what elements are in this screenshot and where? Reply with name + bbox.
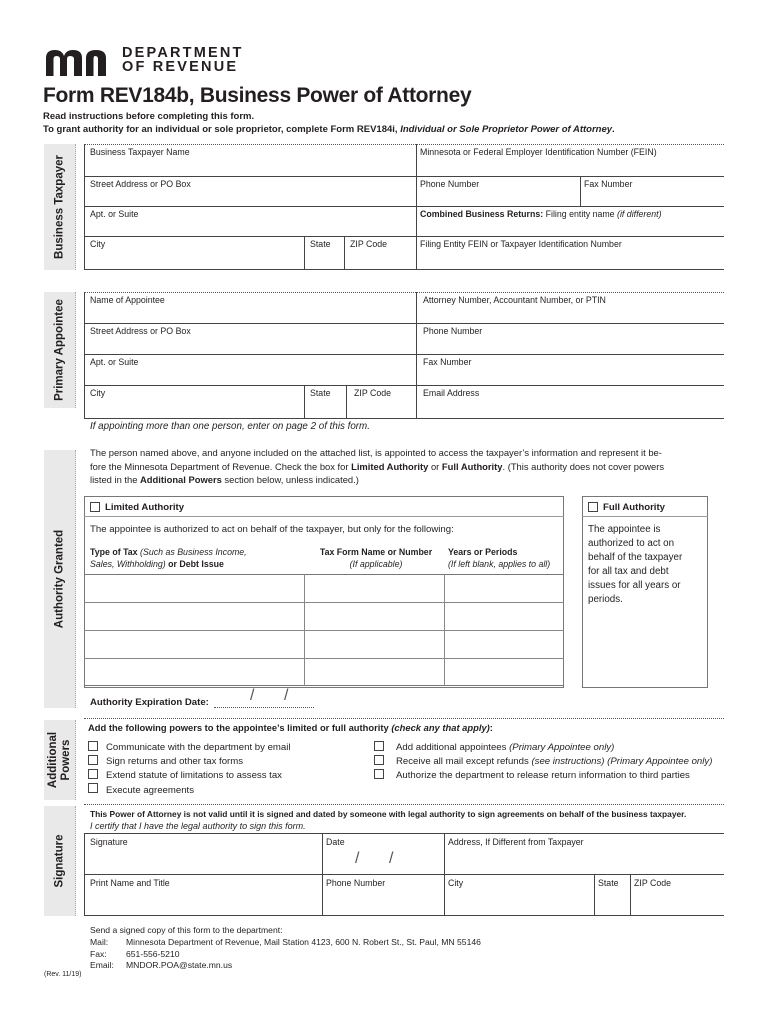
date-separator: / <box>250 687 255 704</box>
signature-section-label: Signature <box>53 834 65 888</box>
taxpayer-state-field[interactable]: State <box>310 239 331 249</box>
intro-text: . (This authority does not cover powers <box>502 460 665 472</box>
limited-row-2-years-cell[interactable] <box>446 604 562 629</box>
instr-suffix: . <box>612 123 615 135</box>
heading-end: : <box>489 722 493 733</box>
instr-prefix: To grant authority for an individual or sole proprietor, complete Form REV184i, <box>43 123 401 135</box>
additional-powers-section-tab <box>44 720 76 800</box>
signature-section-tab <box>44 806 76 916</box>
appointee-zip-field[interactable]: ZIP Code <box>354 388 392 398</box>
limited-row-2-tax-cell[interactable] <box>86 604 303 629</box>
power-release-info-checkbox[interactable] <box>374 769 384 779</box>
combined-returns-italic: (if different) <box>617 209 662 219</box>
appointee-email-field[interactable]: Email Address <box>423 388 480 398</box>
rule <box>84 915 724 916</box>
rule <box>84 804 724 805</box>
limited-row-3-form-cell[interactable] <box>306 632 443 657</box>
print-name-field[interactable]: Print Name and Title <box>90 878 170 888</box>
rule <box>344 236 345 270</box>
col2-line-2: (If applicable) <box>349 559 403 569</box>
intro-text: fore the Minnesota Department of Revenue. Check the box for <box>90 460 352 472</box>
signer-city-field[interactable]: City <box>448 878 464 888</box>
fax-line <box>90 949 481 961</box>
appointee-state-field[interactable]: State <box>310 388 331 398</box>
power-italic: (see instructions) <box>531 756 605 767</box>
rule <box>84 292 724 293</box>
expiration-date-field[interactable] <box>214 690 314 708</box>
rule <box>84 385 724 386</box>
limited-row-4-tax-cell[interactable] <box>86 660 303 685</box>
authority-granted-section-tab <box>44 450 76 708</box>
col3-line-1: Years or Periods <box>448 547 518 557</box>
full-authority-description <box>588 523 682 607</box>
rule <box>304 385 305 418</box>
limited-row-3-tax-cell[interactable] <box>86 632 303 657</box>
power-receive-mail-label <box>396 756 712 767</box>
fax-label: Fax: <box>90 948 107 959</box>
taxpayer-apt-field[interactable]: Apt. or Suite <box>90 209 139 219</box>
mail-address: Minnesota Department of Revenue, Mail Station 4123, 600 N. Robert St., St. Paul, MN 55146 <box>126 936 481 947</box>
instr-line-2 <box>43 124 615 137</box>
mail-line <box>90 937 481 949</box>
rule <box>630 874 631 915</box>
rule <box>84 269 724 270</box>
full-desc-line: behalf of the taxpayer <box>588 552 683 563</box>
power-extend-statute-label: Extend statute of limitations to assess tax <box>106 770 282 781</box>
rule <box>304 574 305 686</box>
full-desc-line: issues for all years or <box>588 580 681 591</box>
primary-appointee-section-tab <box>44 292 76 408</box>
full-desc-line: periods. <box>588 594 623 605</box>
taxpayer-zip-field[interactable]: ZIP Code <box>350 239 388 249</box>
date-separator: / <box>389 850 394 867</box>
appointee-fax-field[interactable]: Fax Number <box>423 357 472 367</box>
intro-text: section below, unless indicated.) <box>221 474 359 485</box>
rule <box>84 874 724 875</box>
power-release-info-label: Authorize the department to release return information to third parties <box>396 770 690 781</box>
section-label-line: Additional <box>46 731 59 789</box>
col3-line-2: (If left blank, applies to all) <box>448 559 551 569</box>
mail-label: Mail: <box>90 936 109 947</box>
instr-line-1: Read instructions before completing this form. <box>43 111 255 122</box>
full-desc-line: for all tax and debt <box>588 566 669 577</box>
form-title: Form REV184b, Business Power of Attorney <box>43 84 472 107</box>
rule <box>84 144 85 270</box>
col1-bold-2: or Debt Issue <box>165 559 224 569</box>
power-email-checkbox[interactable] <box>88 741 98 751</box>
power-sign-returns-checkbox[interactable] <box>88 755 98 765</box>
rule <box>84 833 85 915</box>
combined-returns-bold: Combined Business Returns: <box>420 209 544 219</box>
taxpayer-phone-field[interactable]: Phone Number <box>420 179 480 189</box>
col1-bold: Type of Tax <box>90 547 141 557</box>
power-add-appointees-label <box>396 742 614 753</box>
limited-row-2-form-cell[interactable] <box>306 604 443 629</box>
intro-bold-powers: Additional Powers <box>140 474 222 485</box>
dept-line-1: DEPARTMENT <box>122 45 244 61</box>
col-years-header <box>448 546 550 570</box>
signer-phone-field[interactable]: Phone Number <box>326 878 386 888</box>
business-taxpayer-section-tab <box>44 144 76 270</box>
limited-authority-checkbox[interactable] <box>90 502 100 512</box>
revision-date: (Rev. 11/19) <box>44 971 82 978</box>
limited-authority-label: Limited Authority <box>105 502 185 513</box>
filing-entity-fein-field[interactable]: Filing Entity FEIN or Taxpayer Identification Number <box>420 239 622 249</box>
signer-address-field[interactable]: Address, If Different from Taxpayer <box>448 837 584 847</box>
additional-powers-section-label <box>47 732 73 788</box>
taxpayer-address-field[interactable]: Street Address or PO Box <box>90 179 191 189</box>
intro-bold-full: Full Authority <box>441 460 503 472</box>
appointee-phone-field[interactable]: Phone Number <box>423 326 483 336</box>
col1-italic-2: Sales, Withholding) <box>90 559 166 569</box>
attorney-number-field[interactable]: Attorney Number, Accountant Number, or PTIN <box>423 295 606 305</box>
fein-field[interactable]: Minnesota or Federal Employer Identification Number (FEIN) <box>420 147 657 157</box>
rule <box>416 144 417 270</box>
authority-granted-section-label: Authority Granted <box>53 529 65 629</box>
power-text: Add additional appointees <box>396 742 510 753</box>
limited-row-1-form-cell[interactable] <box>306 576 443 601</box>
primary-appointee-section-label: Primary Appointee <box>53 299 65 401</box>
heading-bold: Add the following powers to the appointee’s limited or full authority <box>88 722 392 733</box>
intro-bold-limited: Limited Authority <box>351 460 429 472</box>
authority-intro-line-1: The person named above, and anyone included on the attached list, is appointed to access the taxpayer’s information and represent it be- <box>90 447 662 458</box>
signature-warning: This Power of Attorney is not valid until it is signed and dated by someone with legal authority to sign agreements on behalf of the business taxpayer. <box>90 809 687 819</box>
authority-intro <box>90 446 730 487</box>
rule <box>84 292 85 418</box>
fax-number: 651-556-5210 <box>126 948 180 959</box>
mailing-instructions <box>90 925 481 972</box>
more-appointees-note: If appointing more than one person, enter on page 2 of this form. <box>90 421 370 432</box>
power-sign-returns-label: Sign returns and other tax forms <box>106 756 244 767</box>
rule <box>84 833 724 834</box>
signer-state-field[interactable]: State <box>598 878 619 888</box>
signature-date-field[interactable]: Date <box>326 837 345 847</box>
signer-zip-field[interactable]: ZIP Code <box>634 878 672 888</box>
power-execute-agreements-checkbox[interactable] <box>88 783 98 793</box>
business-taxpayer-section-label: Business Taxpayer <box>53 155 65 259</box>
signature-certify: I certify that I have the legal authority to sign this form. <box>90 821 306 831</box>
rule <box>84 630 564 631</box>
rule <box>322 833 323 915</box>
full-desc-line: The appointee is <box>588 524 661 535</box>
send-line: Send a signed copy of this form to the department: <box>90 925 283 935</box>
rule <box>580 176 581 206</box>
rule <box>84 144 724 145</box>
authority-intro-line-2 <box>90 460 730 474</box>
limited-row-3-years-cell[interactable] <box>446 632 562 657</box>
date-separator: / <box>355 850 360 867</box>
rule <box>444 574 445 686</box>
rule <box>84 236 724 237</box>
power-extend-statute-checkbox[interactable] <box>88 769 98 779</box>
rule <box>304 236 305 270</box>
full-authority-checkbox[interactable] <box>588 502 598 512</box>
full-authority-label: Full Authority <box>603 502 665 513</box>
limited-row-1-years-cell[interactable] <box>446 576 562 601</box>
date-separator: / <box>284 687 289 704</box>
expiration-date-label: Authority Expiration Date: <box>90 697 209 708</box>
rule <box>416 292 417 418</box>
power-receive-mail-checkbox[interactable] <box>374 755 384 765</box>
heading-italic: (check any that apply) <box>391 722 490 733</box>
col1-line-2 <box>90 558 247 570</box>
power-add-appointees-checkbox[interactable] <box>374 741 384 751</box>
rule <box>84 418 724 419</box>
business-taxpayer-name-field[interactable]: Business Taxpayer Name <box>90 147 190 157</box>
power-italic: (Primary Appointee only) <box>509 742 615 753</box>
limited-row-4-years-cell[interactable] <box>446 660 562 685</box>
appointee-address-field[interactable]: Street Address or PO Box <box>90 326 191 336</box>
limited-row-4-form-cell[interactable] <box>306 660 443 685</box>
additional-powers-heading <box>88 722 493 733</box>
col1-line-1 <box>90 546 247 558</box>
rule <box>582 516 708 517</box>
rule <box>84 176 724 177</box>
col-type-of-tax-header <box>90 546 247 570</box>
col1-italic: (Such as Business Income, <box>140 547 247 557</box>
department-name <box>122 46 244 74</box>
appointee-name-field[interactable]: Name of Appointee <box>90 295 165 305</box>
col2-line-1: Tax Form Name or Number <box>319 547 433 557</box>
taxpayer-city-field[interactable]: City <box>90 239 106 249</box>
rule <box>84 602 564 603</box>
power-email-label: Communicate with the department by email <box>106 742 291 753</box>
power-italic: (Primary Appointee only) <box>604 756 713 767</box>
dept-line-2: OF REVENUE <box>122 59 239 75</box>
combined-returns-text: Filing entity name <box>543 209 618 219</box>
email-address: MNDOR.POA@state.mn.us <box>126 960 233 971</box>
power-execute-agreements-label: Execute agreements <box>106 785 194 796</box>
instructions <box>43 111 615 136</box>
rule <box>84 516 564 517</box>
rule <box>346 385 347 418</box>
intro-text: listed in the <box>90 474 141 485</box>
rule <box>84 354 724 355</box>
taxpayer-fax-field[interactable]: Fax Number <box>584 179 633 189</box>
limited-row-1-tax-cell[interactable] <box>86 576 303 601</box>
limited-authority-description: The appointee is authorized to act on behalf of the taxpayer, but only for the following: <box>90 524 454 535</box>
email-label: Email: <box>90 960 114 971</box>
intro-text: or <box>428 460 442 472</box>
rule <box>84 206 724 207</box>
authority-intro-line-3 <box>90 473 730 487</box>
instr-form-link: Individual or Sole Proprietor Power of Attorney <box>400 123 613 135</box>
email-line <box>90 960 481 972</box>
rule <box>594 874 595 915</box>
appointee-city-field[interactable]: City <box>90 388 106 398</box>
section-label-line: Powers <box>59 739 72 781</box>
signature-field[interactable]: Signature <box>90 837 128 847</box>
rule <box>84 323 724 324</box>
mn-logo <box>44 48 116 76</box>
col-tax-form-header <box>306 546 446 570</box>
appointee-apt-field[interactable]: Apt. or Suite <box>90 357 139 367</box>
full-desc-line: authorized to act on <box>588 538 675 549</box>
power-text: Receive all mail except refunds <box>396 756 532 767</box>
combined-returns-field[interactable] <box>420 209 662 219</box>
rule <box>444 833 445 915</box>
rule <box>84 658 564 659</box>
rule <box>84 718 724 719</box>
